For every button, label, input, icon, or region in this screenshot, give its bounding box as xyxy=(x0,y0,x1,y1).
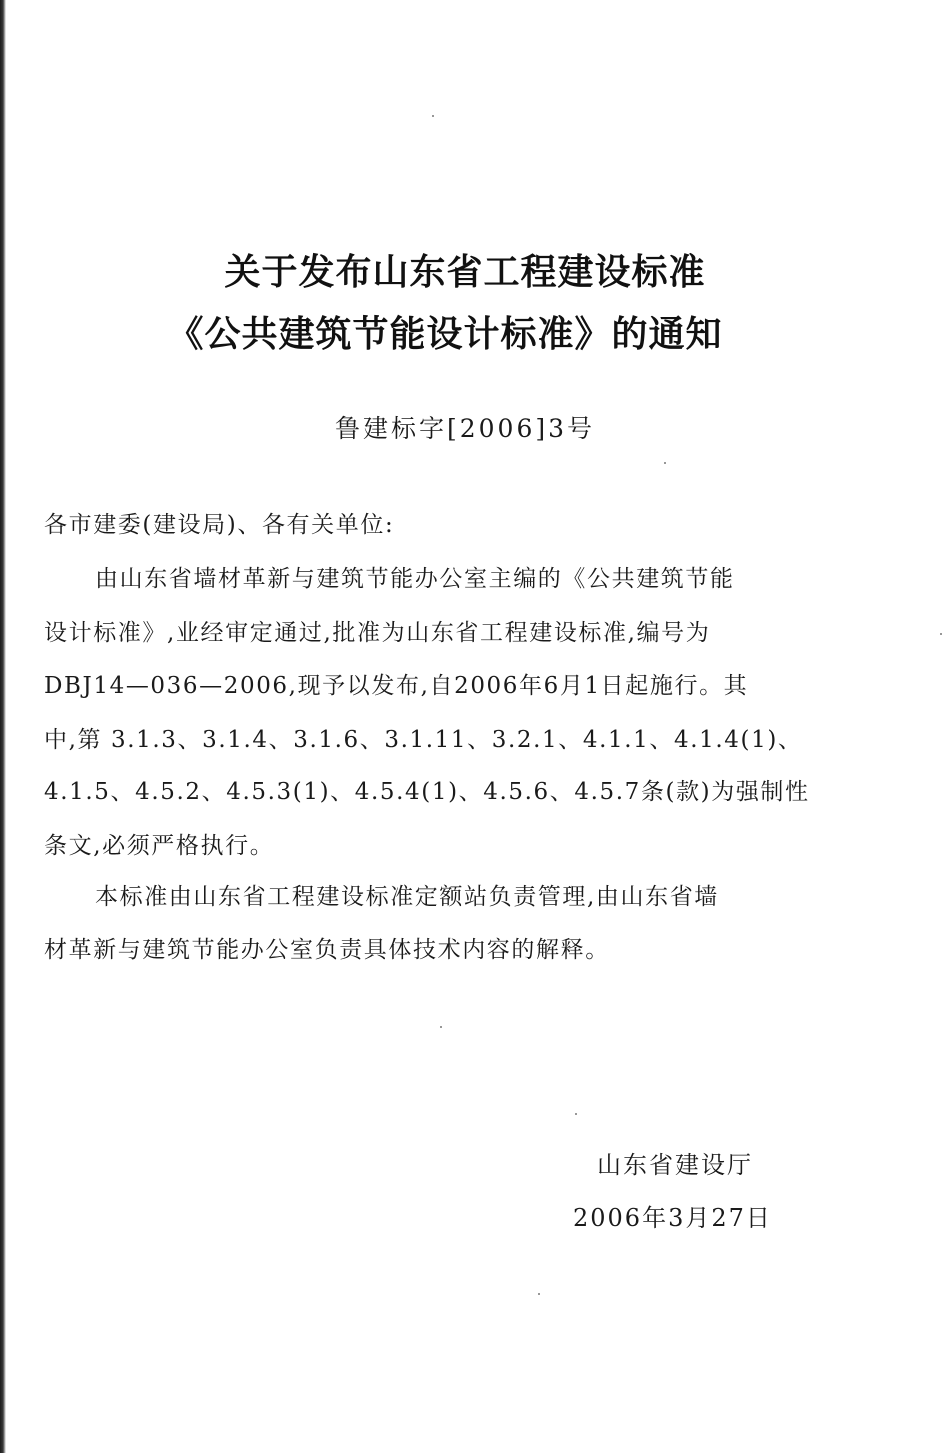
notice-title-line-2: 《公共建筑节能设计标准》的通知 xyxy=(167,314,723,355)
scan-speck xyxy=(440,1026,442,1028)
paragraph1-line-5: 4.1.5、4.5.2、4.5.3(1)、4.5.4(1)、4.5.6、4.5.7条(款)为强制性 xyxy=(44,779,810,805)
scan-speck xyxy=(432,115,434,117)
paragraph1-line-1: 由山东省墙材革新与建筑节能办公室主编的《公共建筑节能 xyxy=(95,566,735,592)
paragraph1-line-2: 设计标准》,业经审定通过,批准为山东省工程建设标准,编号为 xyxy=(44,620,711,646)
signature-date: 2006年3月27日 xyxy=(573,1204,772,1232)
scan-speck xyxy=(664,462,666,464)
paragraph1-line-3: DBJ14—036—2006,现予以发布,自2006年6月1日起施行。其 xyxy=(44,673,749,699)
scan-speck xyxy=(940,633,942,635)
paragraph1-line-4: 中,第 3.1.3、3.1.4、3.1.6、3.1.11、3.2.1、4.1.1、4.1.4(1)、 xyxy=(44,727,803,753)
paragraph2-line-2: 材革新与建筑节能办公室负责具体技术内容的解释。 xyxy=(44,937,610,963)
document-number: 鲁建标字[2006]3号 xyxy=(334,414,596,443)
notice-title-line-1: 关于发布山东省工程建设标准 xyxy=(224,252,706,293)
paragraph2-line-1: 本标准由山东省工程建设标准定额站负责管理,由山东省墙 xyxy=(95,884,719,910)
paragraph1-line-6: 条文,必须严格执行。 xyxy=(44,833,275,859)
scan-speck xyxy=(575,1113,577,1115)
scan-binding-edge xyxy=(0,0,6,1453)
salutation: 各市建委(建设局)、各有关单位: xyxy=(44,512,395,538)
signature-organization: 山东省建设厅 xyxy=(597,1151,753,1179)
scan-speck xyxy=(538,1293,540,1295)
